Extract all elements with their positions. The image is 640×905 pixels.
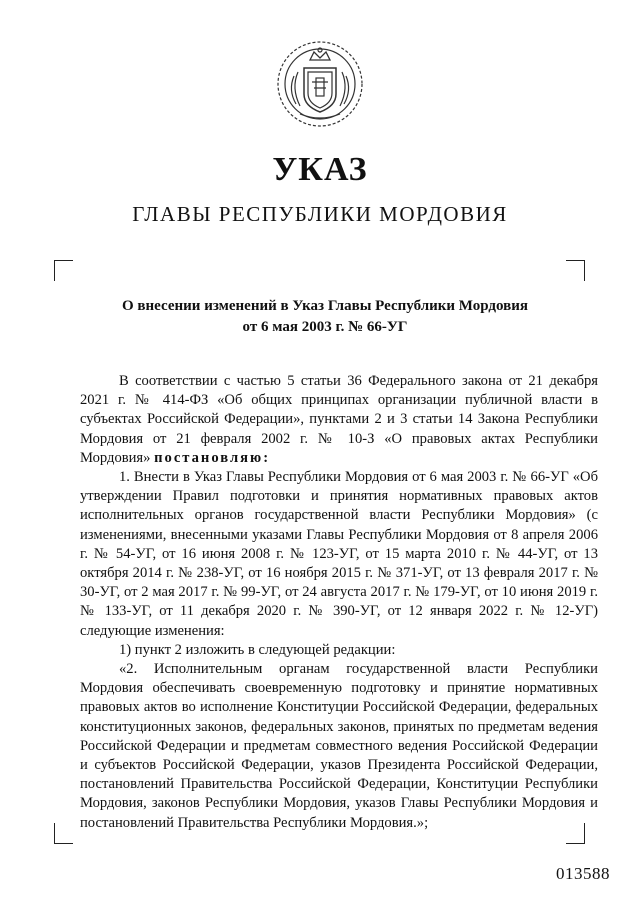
document-type-heading: УКАЗ [272, 151, 368, 188]
coat-of-arms-icon [274, 38, 366, 130]
document-title-line-1: О внесении изменений в Указ Главы Республики Мордовия [122, 298, 528, 314]
subitem-1-paragraph: 1) пункт 2 изложить в следующей редакции: [119, 641, 396, 658]
issuer-heading: ГЛАВЫ РЕСПУБЛИКИ МОРДОВИЯ [132, 202, 508, 226]
quoted-text-paragraph: «2. Исполнительным органам государственной власти Республики Мордовия обеспечивать своевременную подготовку и принятие нормативных правовых актов во исполнение Конституции Российской Федерации, федеральных конституционных законов, федеральных законов, принятых по предметам ведения Российской Федерации и предметам совместного ведения Российской Федерации и субъектов Российской Федерации, указов Президента Российской Федерации, постановлений Правительства Российской Федерации, Конституции Республики Мордовия, законов Республики Мордовия, указов Главы Республики Мордовия и постановлений Правительства Республики Мордовия.»; [80, 661, 598, 831]
corner-mark-top-right [566, 260, 585, 281]
decree-word: постановляю: [154, 449, 271, 466]
preamble-paragraph [80, 372, 598, 468]
corner-mark-top-left [54, 260, 73, 281]
item-1-paragraph: 1. Внести в Указ Главы Республики Мордовия от 6 мая 2003 г. № 66-УГ «Об утверждении Правил подготовки и принятия нормативных правовых актов исполнительных органов государственной власти Республики Мордовия» (с изменениями, внесенными указами Главы Республики Мордовия от 8 апреля 2006 г. № 54-УГ, от 16 июня 2008 г. № 123-УГ, от 15 марта 2010 г. № 44-УГ, от 13 октября 2014 г. № 238-УГ, от 16 ноября 2015 г. № 371-УГ, от 13 февраля 2017 г. № 30-УГ, от 2 мая 2017 г. № 99-УГ, от 24 августа 2017 г. № 179-УГ, от 10 июня 2019 г. № 133-УГ, от 11 декабря 2020 г. № 390-УГ, от 12 января 2022 г. № 12-УГ) следующие изменения: [80, 469, 598, 639]
document-body [80, 372, 598, 833]
preamble-text: В соответствии с частью 5 статьи 36 Федерального закона от 21 декабря 2021 г. № 414-ФЗ «Об общих принципах организации публичной власти в субъектах Российской Федерации», пунктами 2 и 3 статьи 14 Закона Республики Мордовия от 21 февраля 2002 г. № 10-З «О правовых актах Республики Мордовия» [80, 373, 598, 466]
document-number-stamp: 013588 [556, 864, 610, 883]
document-title-line-2: от 6 мая 2003 г. № 66-УГ [242, 319, 408, 335]
document-title [70, 296, 580, 338]
corner-mark-bottom-left [54, 823, 73, 844]
